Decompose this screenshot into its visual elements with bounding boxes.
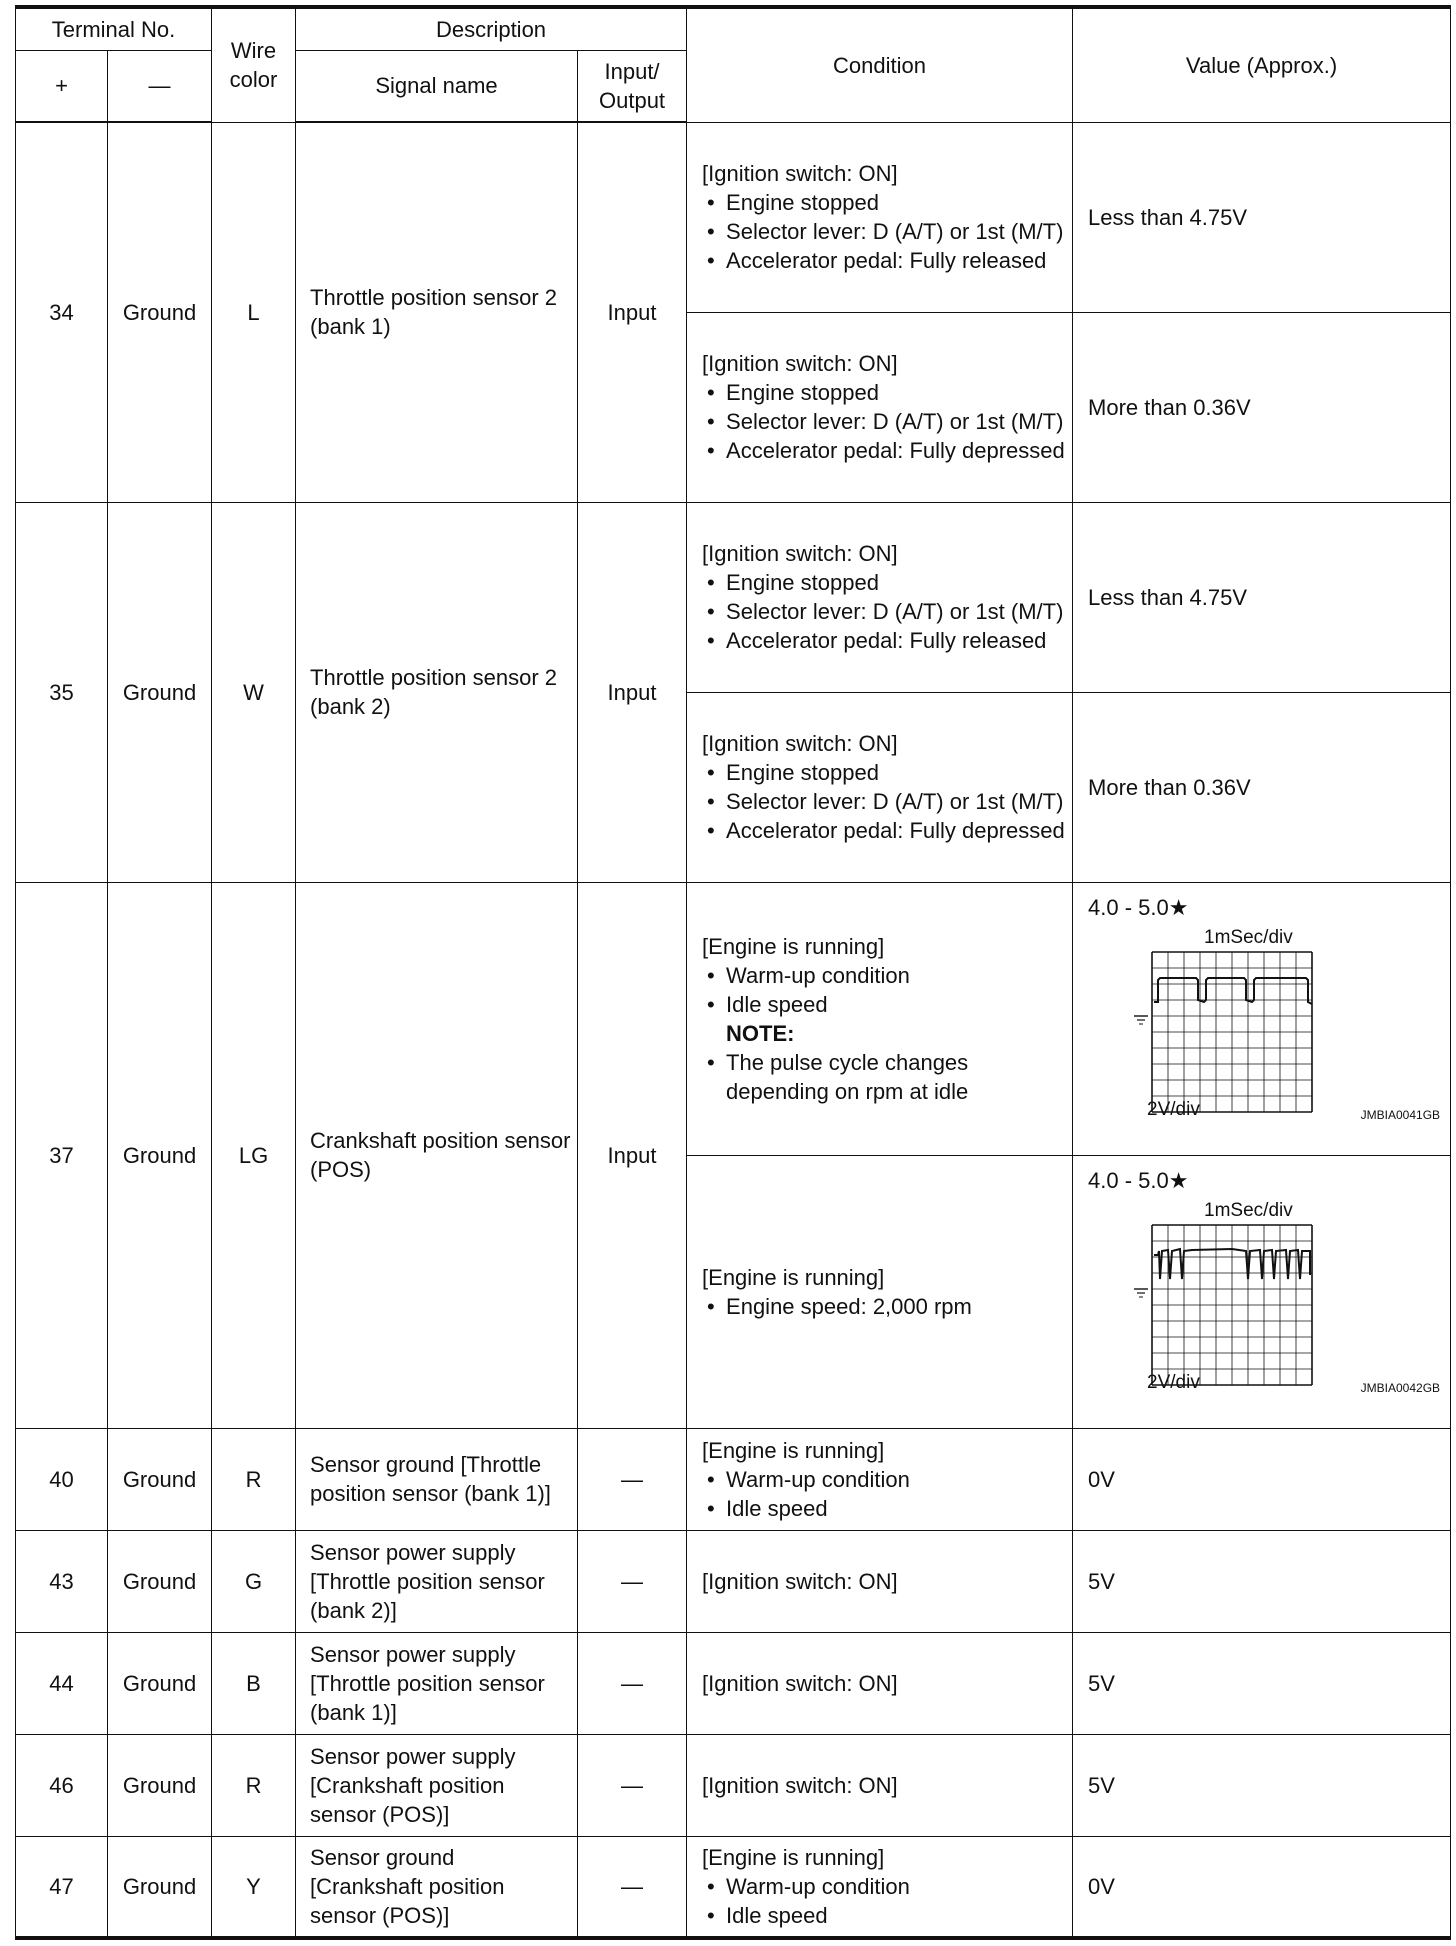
figure-code: JMBIA0041GB [1360, 1107, 1441, 1122]
signal-name-cell: Throttle position sensor 2 (bank 1) [296, 122, 578, 502]
input-output-cell: — [578, 1428, 687, 1530]
condition-heading: [Engine is running] [702, 1844, 885, 1870]
wire-color-cell: W [212, 502, 296, 882]
input-output-cell: — [578, 1530, 687, 1632]
condition-list [702, 378, 1066, 465]
condition-item: • Engine stopped [702, 568, 1066, 597]
value-cell [1073, 882, 1451, 1155]
condition-heading: [Ignition switch: ON] [702, 351, 898, 376]
condition-cell [687, 1428, 1073, 1530]
note-text: • The pulse cycle changes depending on rpm at idle [702, 1048, 1066, 1106]
condition-heading: [Ignition switch: ON] [702, 1568, 898, 1594]
signal-name-cell: Crankshaft position sensor (POS) [296, 882, 578, 1428]
wire-color-cell: B [212, 1632, 296, 1734]
input-output-cell: Input [578, 122, 687, 502]
condition-heading: [Ignition switch: ON] [702, 731, 898, 756]
condition-list [702, 188, 1066, 275]
condition-item: • Selector lever: D (A/T) or 1st (M/T) [702, 407, 1066, 436]
table-row [16, 882, 1451, 1155]
condition-item: • Engine stopped [702, 188, 1066, 217]
terminal-minus-cell: Ground [108, 502, 212, 882]
header-value: Value (Approx.) [1073, 7, 1451, 122]
condition-cell [687, 122, 1073, 312]
value-cell: More than 0.36V [1073, 312, 1451, 502]
header-condition: Condition [687, 7, 1073, 122]
signal-name-cell: Sensor power supply [Crankshaft position sensor (POS)] [296, 1734, 578, 1836]
condition-item: • Accelerator pedal: Fully depressed [702, 816, 1066, 845]
condition-list [702, 568, 1066, 655]
condition-list [702, 1465, 1066, 1523]
condition-heading: [Ignition switch: ON] [702, 541, 898, 566]
value-cell: More than 0.36V [1073, 692, 1451, 882]
terminal-plus-cell: 47 [16, 1836, 108, 1938]
terminal-minus-cell: Ground [108, 1632, 212, 1734]
wire-color-cell: R [212, 1734, 296, 1836]
oscilloscope-grid [1128, 950, 1318, 1114]
terminal-plus-cell: 44 [16, 1632, 108, 1734]
condition-cell [687, 1155, 1073, 1428]
table-row [16, 1632, 1451, 1734]
signal-name-cell: Sensor ground [Throttle position sensor (bank 1)] [296, 1428, 578, 1530]
condition-cell [687, 882, 1073, 1155]
wire-color-cell: L [212, 122, 296, 502]
value-cell: Less than 4.75V [1073, 502, 1451, 692]
condition-heading: [Engine is running] [702, 933, 885, 959]
condition-list [702, 1872, 1066, 1930]
value-cell: 5V [1073, 1734, 1451, 1836]
wire-color-cell: G [212, 1530, 296, 1632]
condition-item: • Accelerator pedal: Fully released [702, 246, 1066, 275]
table-row [16, 122, 1451, 312]
table-row [16, 1836, 1451, 1938]
condition-heading: [Ignition switch: ON] [702, 161, 898, 186]
header-signal-name: Signal name [296, 50, 578, 122]
value-cell [1073, 1155, 1451, 1428]
condition-item: • Warm-up condition [702, 961, 1066, 990]
terminal-minus-cell: Ground [108, 1530, 212, 1632]
table-row [16, 1530, 1451, 1632]
time-div-label: 1mSec/div [1204, 1199, 1293, 1221]
terminal-plus-cell: 35 [16, 502, 108, 882]
condition-heading: [Engine is running] [702, 1264, 885, 1290]
oscilloscope-panel [1073, 883, 1450, 1122]
figure-code: JMBIA0042GB [1360, 1380, 1441, 1395]
value-cell: 0V [1073, 1428, 1451, 1530]
condition-cell [687, 692, 1073, 882]
terminal-minus-cell: Ground [108, 122, 212, 502]
condition-item: • Selector lever: D (A/T) or 1st (M/T) [702, 597, 1066, 626]
header-row-1 [16, 7, 1451, 50]
condition-cell [687, 1836, 1073, 1938]
condition-cell [687, 1632, 1073, 1734]
signal-name-cell: Sensor ground [Crankshaft position sensor (POS)] [296, 1836, 578, 1938]
value-cell: 5V [1073, 1530, 1451, 1632]
condition-list [702, 1292, 1066, 1321]
value-cell: 0V [1073, 1836, 1451, 1938]
terminal-minus-cell: Ground [108, 1836, 212, 1938]
input-output-cell: — [578, 1836, 687, 1938]
condition-cell [687, 1734, 1073, 1836]
terminal-table-page [15, 5, 1450, 1940]
condition-item: • Warm-up condition [702, 1465, 1066, 1494]
condition-item: • Engine speed: 2,000 rpm [702, 1292, 1066, 1321]
value-cell: Less than 4.75V [1073, 122, 1451, 312]
terminal-minus-cell: Ground [108, 1734, 212, 1836]
terminal-plus-cell: 37 [16, 882, 108, 1428]
wire-color-cell: Y [212, 1836, 296, 1938]
value-cell: 5V [1073, 1632, 1451, 1734]
condition-heading: [Ignition switch: ON] [702, 1772, 898, 1798]
condition-item: • Idle speed [702, 1901, 1066, 1930]
oscilloscope-grid [1128, 1223, 1318, 1387]
terminal-plus-cell: 43 [16, 1530, 108, 1632]
condition-list [702, 758, 1066, 845]
note-label: NOTE: [726, 1020, 795, 1046]
terminal-minus-cell: Ground [108, 882, 212, 1428]
input-output-cell: Input [578, 502, 687, 882]
terminal-plus-cell: 40 [16, 1428, 108, 1530]
signal-name-cell: Throttle position sensor 2 (bank 2) [296, 502, 578, 882]
condition-cell [687, 312, 1073, 502]
time-div-label: 1mSec/div [1204, 926, 1293, 948]
condition-item: • Idle speed [702, 1494, 1066, 1523]
condition-item: • Engine stopped [702, 378, 1066, 407]
condition-item: • Engine stopped [702, 758, 1066, 787]
table-row [16, 502, 1451, 692]
volt-div-label: 2V/div [1147, 1098, 1200, 1120]
header-input-output: Input/ Output [578, 50, 687, 122]
header-description: Description [296, 7, 687, 50]
signal-name-cell: Sensor power supply [Throttle position sensor (bank 2)] [296, 1530, 578, 1632]
header-minus: — [108, 50, 212, 122]
wire-color-cell: R [212, 1428, 296, 1530]
wire-color-cell: LG [212, 882, 296, 1428]
input-output-cell: Input [578, 882, 687, 1428]
condition-heading: [Ignition switch: ON] [702, 1670, 898, 1696]
condition-item: • Selector lever: D (A/T) or 1st (M/T) [702, 217, 1066, 246]
header-plus: + [16, 50, 108, 122]
condition-item: • Accelerator pedal: Fully depressed [702, 436, 1066, 465]
oscilloscope-panel [1073, 1156, 1450, 1395]
condition-item: • Accelerator pedal: Fully released [702, 626, 1066, 655]
condition-item: • Warm-up condition [702, 1872, 1066, 1901]
header-wire-color: Wire color [212, 7, 296, 122]
terminal-minus-cell: Ground [108, 1428, 212, 1530]
terminal-plus-cell: 34 [16, 122, 108, 502]
condition-cell [687, 1530, 1073, 1632]
ecm-terminal-table [15, 5, 1451, 1940]
condition-heading: [Engine is running] [702, 1437, 885, 1463]
value-text: 4.0 - 5.0★ [1088, 1167, 1189, 1193]
volt-div-label: 2V/div [1147, 1371, 1200, 1393]
condition-item: • Idle speed [702, 990, 1066, 1019]
value-text: 4.0 - 5.0★ [1088, 894, 1189, 920]
table-row [16, 1428, 1451, 1530]
condition-cell [687, 502, 1073, 692]
terminal-plus-cell: 46 [16, 1734, 108, 1836]
header-terminal-no: Terminal No. [16, 7, 212, 50]
table-row [16, 1734, 1451, 1836]
condition-item: • Selector lever: D (A/T) or 1st (M/T) [702, 787, 1066, 816]
signal-name-cell: Sensor power supply [Throttle position sensor (bank 1)] [296, 1632, 578, 1734]
table-body [16, 122, 1451, 1938]
input-output-cell: — [578, 1734, 687, 1836]
condition-list [702, 961, 1066, 1106]
input-output-cell: — [578, 1632, 687, 1734]
